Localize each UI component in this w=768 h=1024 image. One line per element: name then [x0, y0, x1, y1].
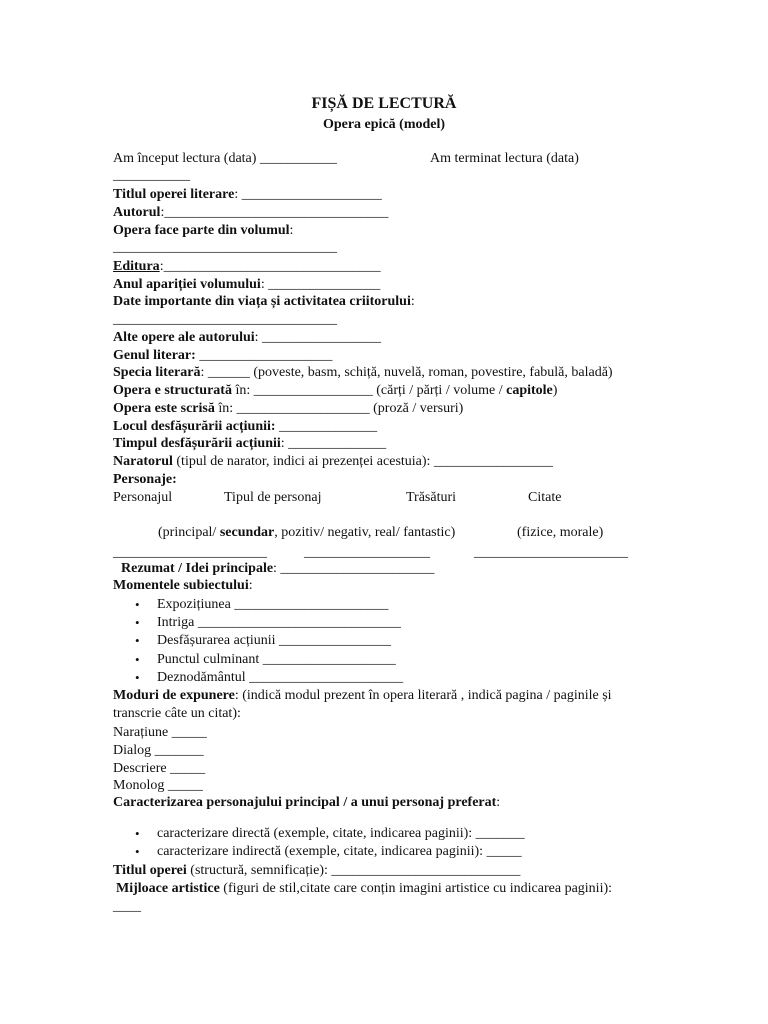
field-label: Personaje:	[113, 472, 177, 487]
mod-descriere: Descriere _____	[113, 761, 206, 776]
field-titlul-operei	[113, 187, 382, 203]
field-timpul	[113, 436, 386, 452]
field-colon: :	[410, 294, 415, 309]
field-naratorul	[113, 454, 553, 470]
field-blank: ___________________	[195, 348, 333, 363]
field-label: Caracterizarea personajului principal / a unui personaj preferat	[113, 795, 497, 810]
field-blank: : ______________	[280, 436, 387, 451]
mod-naratiune: Narațiune _____	[113, 725, 207, 740]
field-alte-opere	[113, 330, 381, 346]
field-blank: (structură, semnificație): ___________________________	[186, 863, 521, 878]
mod-dialog: Dialog _______	[113, 743, 204, 758]
field-blank: :________________________________	[160, 205, 389, 220]
field-label: Opera face parte din volumul	[113, 223, 290, 238]
field-label: Autorul	[113, 205, 161, 220]
field-blank: ______________	[275, 419, 378, 434]
field-label: Mijloace artistice	[116, 881, 220, 896]
field-label: Genul literar:	[113, 348, 196, 363]
end-reading-line: Am terminat lectura (data)	[430, 151, 579, 166]
field-blank: : ________________	[260, 277, 381, 292]
list-item: • caracterizare directă (exemple, citate, indicarea paginii): _______	[135, 826, 525, 844]
document-subtitle: Opera epică (model)	[322, 117, 446, 132]
field-blank: în: ___________________ (proză / versuri)	[214, 401, 464, 416]
field-label: Editura	[113, 259, 160, 274]
field-blank: (tipul de narator, indici ai prezenței acestuia): _________________	[172, 454, 553, 469]
field-colon: :	[289, 223, 294, 238]
field-rezumat	[121, 561, 434, 577]
field-date-importante-blank: ________________________________	[113, 312, 337, 327]
field-label: Date importante din viața și activitatea criitorului	[113, 294, 411, 309]
field-label: Opera e structurată	[113, 383, 232, 398]
field-autorul	[113, 205, 388, 221]
personaje-col-trasaturi: Trăsături	[406, 490, 457, 505]
field-colon: :	[496, 795, 501, 810]
field-label: Rezumat / Idei principale	[121, 561, 274, 576]
field-label: Moduri de expunere	[113, 688, 235, 703]
field-mijloace	[116, 881, 612, 897]
field-caracterizare	[113, 795, 500, 811]
personaje-col-personajul: Personajul	[113, 490, 173, 505]
field-close: )	[552, 383, 558, 398]
field-label: Opera este scrisă	[113, 401, 215, 416]
field-anul	[113, 277, 380, 293]
end-reading-blank: ___________	[113, 168, 190, 183]
field-genul	[113, 348, 332, 364]
field-blank: : ______________________	[273, 561, 435, 576]
field-mijloace-blank: ____	[113, 899, 141, 914]
mod-monolog: Monolog _____	[113, 778, 203, 793]
field-editura	[113, 259, 381, 275]
list-item: • Punctul culminant ___________________	[135, 652, 403, 670]
field-volum-blank: ________________________________	[113, 240, 337, 255]
tip-options-text: (principal/	[158, 525, 220, 540]
personaje-blank-2: __________________	[304, 545, 430, 560]
field-momentele	[113, 578, 253, 594]
document-title: FIȘĂ DE LECTURĂ	[311, 95, 457, 112]
field-moduri	[113, 688, 612, 704]
field-date-importante	[113, 294, 415, 310]
list-item: • Desfășurarea acțiunii ________________	[135, 633, 403, 651]
field-label: Specia literară	[113, 365, 201, 380]
field-label: Naratorul	[113, 454, 173, 469]
field-colon: :	[248, 578, 253, 593]
personaje-tip-options	[158, 525, 455, 541]
field-scrisa	[113, 401, 463, 417]
field-volum	[113, 223, 293, 239]
field-blank: : _________________	[254, 330, 382, 345]
field-text: : (indică modul prezent în opera literară , indică pagina / paginile și	[234, 688, 612, 703]
field-text: (figuri de stil,citate care conțin imagini artistice cu indicarea paginii):	[219, 881, 613, 896]
list-item: • caracterizare indirectă (exemple, citate, indicarea paginii): _____	[135, 844, 525, 862]
field-blank: : ______ (poveste, basm, schiță, nuvelă, roman, povestire, fabulă, baladă)	[200, 365, 613, 380]
start-reading-line: Am început lectura (data) ___________	[113, 151, 337, 166]
field-label: Timpul desfășurării acțiunii	[113, 436, 281, 451]
tip-options-rest: , pozitiv/ negativ, real/ fantastic)	[274, 525, 456, 540]
field-moduri-line2: transcrie câte un citat):	[113, 706, 241, 721]
field-blank: : ____________________	[234, 187, 382, 202]
field-blank: :_______________________________	[159, 259, 381, 274]
field-label: Momentele subiectului	[113, 578, 249, 593]
field-text: în: _________________ (cărți / părți / volume /	[231, 383, 507, 398]
field-label: Alte opere ale autorului	[113, 330, 255, 345]
tip-options-bold: secundar	[219, 525, 275, 540]
field-structurata	[113, 383, 557, 399]
field-label: Locul desfășurării acțiunii:	[113, 419, 276, 434]
field-label: Titlul operei literare	[113, 187, 235, 202]
personaje-trasaturi-options: (fizice, morale)	[517, 525, 604, 540]
personaje-col-tipul: Tipul de personaj	[224, 490, 322, 505]
personaje-blank-3: ______________________	[474, 545, 628, 560]
personaje-heading	[113, 472, 177, 488]
field-label: Titlul operei	[113, 863, 187, 878]
field-specia	[113, 365, 613, 381]
personaje-blank-1: ______________________	[113, 545, 267, 560]
caracterizare-list	[135, 826, 525, 862]
personaje-col-citate: Citate	[528, 490, 562, 505]
list-item: • Expozițiunea ______________________	[135, 597, 403, 615]
field-locul	[113, 419, 377, 435]
field-label: Anul apariției volumului	[113, 277, 261, 292]
field-titlul-operei-structura	[113, 863, 520, 879]
list-item: • Deznodământul ______________________	[135, 670, 403, 688]
field-bold-option: capitole	[506, 383, 553, 398]
list-item: • Intriga _____________________________	[135, 615, 403, 633]
momente-list	[135, 597, 403, 688]
